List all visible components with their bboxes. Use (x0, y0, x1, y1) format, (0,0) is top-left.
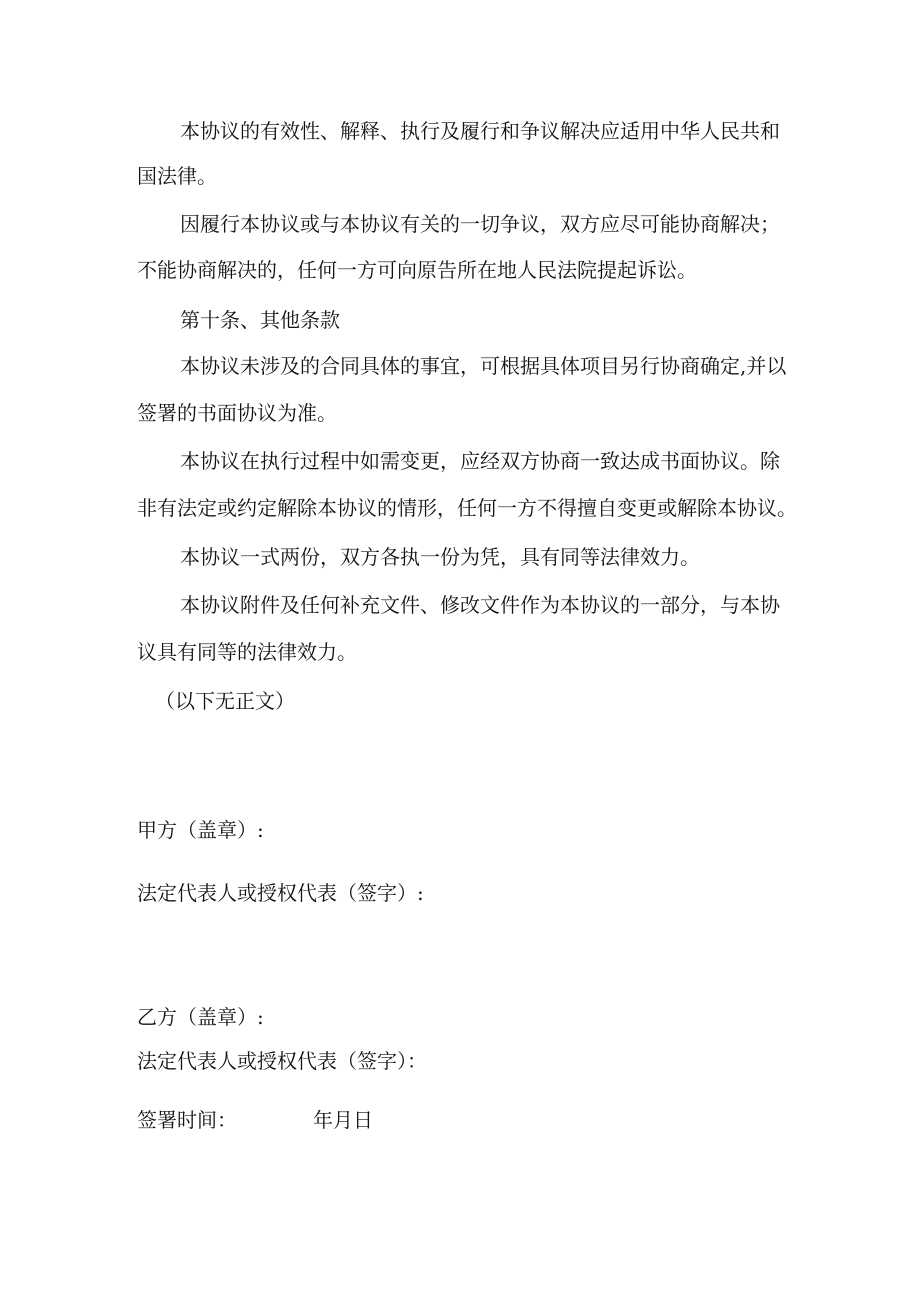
paragraph-1-line-2: 国法律。 (137, 164, 217, 188)
paragraph-6-line-1: 本协议一式两份，双方各执一份为凭，具有同等法律效力。 (180, 545, 700, 569)
paragraph-5-line-2: 非有法定或约定解除本协议的情形，任何一方不得擅自变更或解除本协议。 (137, 496, 797, 520)
party-a-representative-label: 法定代表人或授权代表（签字）: (137, 881, 424, 905)
signing-date-label: 签署时间： (137, 1108, 237, 1132)
paragraph-1-line-1: 本协议的有效性、解释、执行及履行和争议解决应适用中华人民共和 (180, 119, 780, 143)
signing-date-value: 年月日 (313, 1108, 373, 1132)
party-a-seal-label: 甲方（盖章）: (137, 818, 264, 842)
paragraph-2-line-1: 因履行本协议或与本协议有关的一切争议，双方应尽可能协商解决； (180, 212, 780, 236)
paragraph-2-line-2: 不能协商解决的，任何一方可向原告所在地人民法院提起诉讼。 (137, 258, 697, 282)
paragraph-7-line-1: 本协议附件及任何补充文件、修改文件作为本协议的一部分，与本协 (180, 593, 780, 617)
party-b-seal-label: 乙方（盖章）: (137, 1005, 264, 1029)
paragraph-4-line-1: 本协议未涉及的合同具体的事宜，可根据具体项目另行协商确定,并以 (180, 354, 787, 378)
paragraph-7-line-2: 议具有同等的法律效力。 (137, 640, 357, 664)
paragraph-5-line-1: 本协议在执行过程中如需变更，应经双方协商一致达成书面协议。除 (180, 449, 780, 473)
article-ten-heading: 第十条、其他条款 (180, 308, 340, 332)
no-more-text-note: （以下无正文） (155, 689, 295, 713)
party-b-representative-label: 法定代表人或授权代表（签字）： (137, 1049, 427, 1073)
paragraph-4-line-2: 签署的书面协议为准。 (137, 401, 337, 425)
